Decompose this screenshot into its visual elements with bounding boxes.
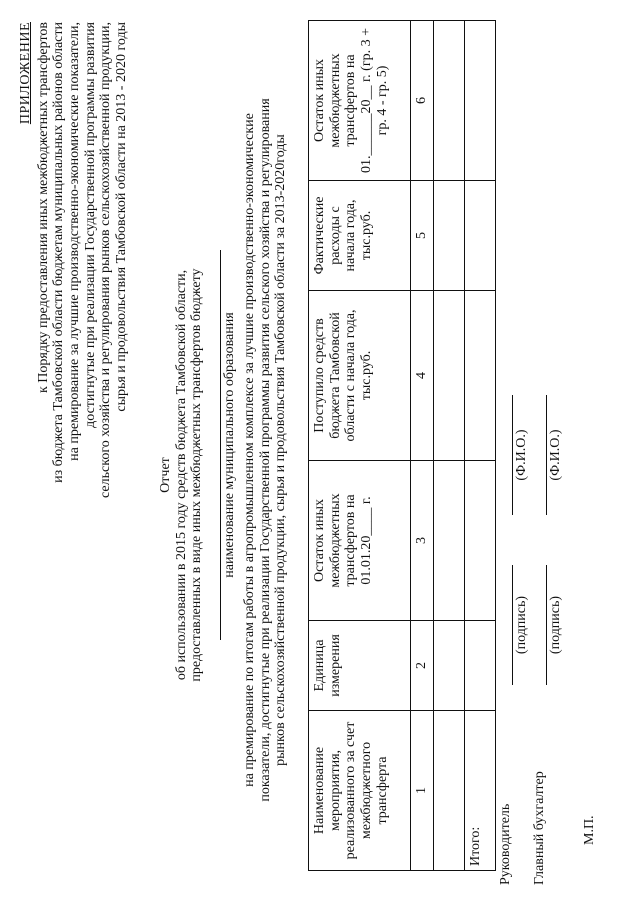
purpose-text xyxy=(242,15,289,885)
table-cell xyxy=(465,181,496,291)
head-role: Руководитель xyxy=(498,803,513,885)
municipality-field xyxy=(220,165,238,725)
table-cell xyxy=(434,21,465,181)
name-caption: (Ф.И.О.) xyxy=(512,395,530,515)
table-cell xyxy=(465,291,496,461)
appendix-block xyxy=(18,22,130,582)
table-cell xyxy=(465,461,496,621)
table-header-row xyxy=(309,21,411,871)
stamp-place: М.П. xyxy=(582,815,597,845)
accountant-signature-row xyxy=(532,325,572,885)
column-header: Наименование мероприятия, реализованного за счет межбюджетного трансферта xyxy=(309,711,411,871)
total-label: Итого: xyxy=(465,711,496,871)
report-title-line: Отчет xyxy=(158,457,173,493)
report-title xyxy=(158,195,205,755)
total-row xyxy=(465,21,496,871)
appendix-line: из бюджета Тамбовской области бюджетам муниципальных районов области xyxy=(51,22,67,483)
column-header: Остаток иных межбюджетных трансфертов на 01.______20__ г. (гр. 3 + гр. 4 - гр. 5) xyxy=(309,21,411,181)
column-number: 1 xyxy=(411,711,434,871)
name-caption: (Ф.И.О.) xyxy=(546,395,564,515)
column-header: Единица измерения xyxy=(309,621,411,711)
column-number: 2 xyxy=(411,621,434,711)
appendix-line: к Порядку предоставления иных межбюджетных трансфертов xyxy=(35,22,51,394)
report-title-line: предоставленных в виде иных межбюджетных трансфертов бюджету xyxy=(189,268,205,682)
table-cell xyxy=(434,461,465,621)
appendix-heading: ПРИЛОЖЕНИЕ xyxy=(18,22,33,125)
appendix-line: сельского хозяйства и регулирования рынков сельскохозяйственной продукции, xyxy=(98,22,114,498)
table-cell xyxy=(434,711,465,871)
table-row xyxy=(434,21,465,871)
table-cell xyxy=(465,621,496,711)
report-table xyxy=(308,20,496,871)
column-number: 3 xyxy=(411,461,434,621)
appendix-line: достигнутые при реализации Государственной программы развития xyxy=(82,22,98,428)
table-cell xyxy=(434,291,465,461)
report-title-line: об использовании в 2015 году средств бюджета Тамбовской области, xyxy=(173,269,189,681)
column-number: 6 xyxy=(411,21,434,181)
accountant-role: Главный бухгалтер xyxy=(532,771,547,885)
municipality-caption: наименование муниципального образования xyxy=(220,250,238,640)
table-cell xyxy=(465,21,496,181)
purpose-line: показатели, достигнутые при реализации Государственной программы развития сельского хозяйства и регулирования xyxy=(257,98,273,802)
purpose-line: на премирование по итогам работы в агропромышленном комплексе за лучшие производственно-экономические xyxy=(242,113,257,787)
appendix-line: на премирование за лучшие производственно-экономические показатели, xyxy=(67,22,83,461)
signature-caption: (подпись) xyxy=(546,565,564,685)
column-number-row xyxy=(411,21,434,871)
signature-caption: (подпись) xyxy=(512,565,530,685)
column-number: 5 xyxy=(411,181,434,291)
column-header: Остаток иных межбюджетных трансфертов на 01.01.20____ г. xyxy=(309,461,411,621)
table-cell xyxy=(434,181,465,291)
column-header: Фактические расходы с начала года, тыс.руб. xyxy=(309,181,411,291)
table-cell xyxy=(434,621,465,711)
purpose-line: рынков сельскохозяйственной продукции, сырья и продовольствия Тамбовской области за 2013-2020годы xyxy=(273,134,289,766)
column-number: 4 xyxy=(411,291,434,461)
appendix-line: сырья и продовольствия Тамбовской области на 2013 - 2020 годы xyxy=(114,22,130,412)
column-header: Поступило средств бюджета Тамбовской области с начала года, тыс.руб. xyxy=(309,291,411,461)
